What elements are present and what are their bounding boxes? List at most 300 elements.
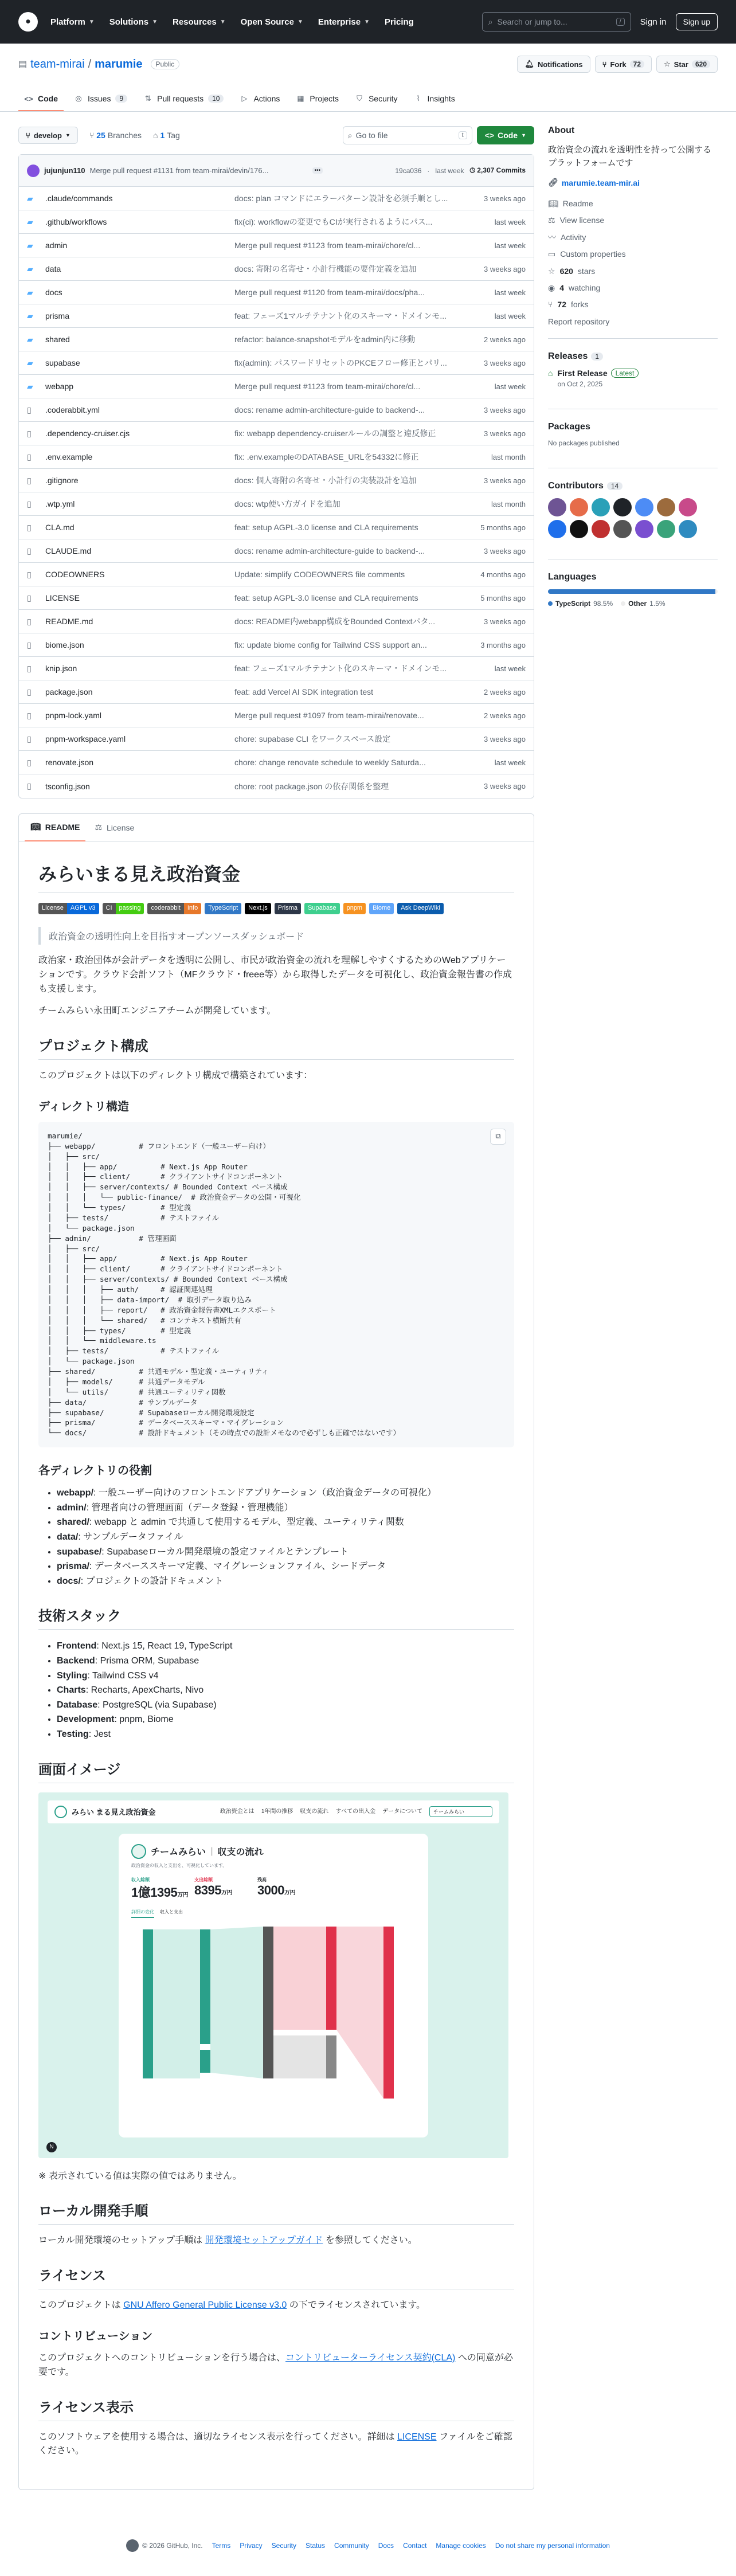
repo-content <box>18 126 534 2490</box>
contributor-avatar[interactable] <box>635 520 653 538</box>
file-commit-message[interactable]: docs: plan コマンドにエラーパターン設計を必須手順とし... <box>234 194 448 203</box>
notion-icon: N <box>46 2142 57 2152</box>
file-row[interactable] <box>19 610 534 633</box>
shot-card: チームみらい | 収支の流れ 政治資金の収入と支出を、可視化しています。 収入総額 1億1395万円 支出総額 8395万円 残高 3000万円 詳細の変化 収入と支出 <box>119 1834 428 2137</box>
file-commit-message[interactable]: chore: supabase CLI をワークスペース設定 <box>234 734 391 743</box>
tag-icon: ⌂ <box>548 369 553 378</box>
file-commit-message[interactable]: chore: root package.json の依存関係を整理 <box>234 781 389 791</box>
tags-link[interactable]: ⌂ 1 Tag <box>153 131 180 140</box>
contributor-avatar[interactable] <box>657 520 675 538</box>
file-row[interactable] <box>19 539 534 563</box>
file-name-link[interactable]: .gitignore <box>45 476 79 485</box>
file-name-link[interactable]: CODEOWNERS <box>45 570 105 579</box>
file-row[interactable] <box>19 727 534 751</box>
law-icon: ⚖ <box>95 823 103 832</box>
footer-link[interactable]: Docs <box>378 2542 394 2550</box>
about-title: About <box>548 126 575 135</box>
avatar[interactable] <box>27 165 40 177</box>
list-item: • Frontend: Next.js 15, React 19, TypeScript <box>57 1639 514 1654</box>
file-row[interactable] <box>19 398 534 422</box>
file-commit-time: 2 weeks ago <box>484 335 526 344</box>
footer-link[interactable]: Community <box>334 2542 369 2550</box>
file-icon: ▯ <box>27 569 32 579</box>
file-icon: ▯ <box>27 499 32 508</box>
commit-message[interactable]: Merge pull request #1131 from team-mirai/devin/176... <box>89 166 269 175</box>
activity-link[interactable]: 〰 Activity <box>548 229 718 246</box>
commit-time: last week <box>435 166 464 175</box>
screenshot-image[interactable] <box>38 1792 508 2158</box>
list-item: • docs/: プロジェクトの設計ドキュメント <box>57 1574 514 1589</box>
list-item: • supabase/: Supabaseローカル開発環境の設定ファイルとテンプレート <box>57 1545 514 1560</box>
file-row[interactable] <box>19 633 534 657</box>
sankey-flow <box>210 1927 263 2078</box>
repo-title: ▤ team-mirai / marumie Public <box>18 58 179 71</box>
code-icon: <> <box>484 131 495 140</box>
file-name-link[interactable]: .github/workflows <box>45 217 107 226</box>
footer-link[interactable]: Manage cookies <box>436 2542 486 2550</box>
stars-link[interactable]: ☆ 620 stars <box>548 263 718 280</box>
file-row[interactable] <box>19 492 534 516</box>
file-name-link[interactable]: .coderabbit.yml <box>45 405 100 414</box>
file-name-link[interactable]: CLAUDE.md <box>45 546 92 555</box>
copy-icon[interactable]: ⧉ <box>490 1129 506 1145</box>
file-row[interactable] <box>19 210 534 234</box>
chevron-down-icon: ▼ <box>297 18 303 25</box>
file-commit-time: 3 weeks ago <box>484 194 526 203</box>
repo-tabs <box>18 84 718 111</box>
readme-link[interactable]: 📖︎ Readme <box>548 195 718 212</box>
file-row[interactable] <box>19 328 534 351</box>
readme-badge[interactable]: coderabbit Info <box>147 903 201 914</box>
nav-resources[interactable]: Resources ▼ <box>172 17 226 27</box>
release-item[interactable]: ⌂ First Release Latest on Oct 2, 2025 <box>548 369 718 388</box>
file-row[interactable] <box>19 657 534 680</box>
shot-header: みらい まる見え政治資金 政治資金とは 1年間の推移 収支の流れ すべての出入金 データについて チームみらい <box>48 1800 499 1823</box>
heading-roles: 各ディレクトリの役割 <box>38 1465 152 1478</box>
heading-screen: 画面イメージ <box>38 1758 514 1783</box>
star-button[interactable]: ☆ Star 620 <box>656 56 718 73</box>
file-icon: ▯ <box>27 452 32 461</box>
book-icon: 📖︎ <box>30 822 41 831</box>
file-icon: ▯ <box>27 687 32 696</box>
file-icon: ▯ <box>27 757 32 767</box>
file-name-link[interactable]: package.json <box>45 687 93 696</box>
file-commit-time: last week <box>494 382 526 391</box>
file-commit-message[interactable]: Merge pull request #1120 from team-mirai/docs/pha... <box>234 288 425 297</box>
file-name-link[interactable]: LICENSE <box>45 593 80 602</box>
file-icon: ▯ <box>27 640 32 649</box>
star-icon: ☆ <box>548 266 555 276</box>
file-name-link[interactable]: webapp <box>45 382 74 391</box>
file-row[interactable] <box>19 563 534 586</box>
file-name-link[interactable]: .env.example <box>45 452 93 461</box>
screen-note: ※ 表示されている値は実際の値ではありません。 <box>38 2171 242 2181</box>
sign-up-button[interactable]: Sign up <box>676 13 718 30</box>
pull-request-icon: ⇅ <box>144 94 151 103</box>
file-commit-time: 2 weeks ago <box>484 711 526 720</box>
file-row[interactable] <box>19 187 534 210</box>
code-dropdown-button[interactable]: <> Code ▼ <box>477 126 534 144</box>
language-item[interactable]: TypeScript 98.5% <box>548 600 613 608</box>
file-commit-message[interactable]: docs: rename admin-architecture-guide to backend-... <box>234 546 425 555</box>
file-commit-time: 3 weeks ago <box>484 405 526 414</box>
file-commit-message[interactable]: fix(admin): パスワードリセットのPKCEフロー修正とパリ... <box>234 358 447 367</box>
file-name-link[interactable]: admin <box>45 241 68 250</box>
file-commit-time: 3 weeks ago <box>484 476 526 485</box>
file-commit-message[interactable]: feat: フェーズ1マルチテナント化のスキーマ・ドメインモ... <box>234 311 447 320</box>
readme-badge[interactable]: Next.js <box>245 903 271 914</box>
list-item: • Styling: Tailwind CSS v4 <box>57 1669 514 1684</box>
list-item: • Charts: Recharts, ApexCharts, Nivo <box>57 1683 514 1698</box>
file-commit-message[interactable]: docs: 個人寄附の名寄せ・小計行の実装設計を追加 <box>234 476 417 485</box>
language-bar <box>548 589 718 594</box>
nav-open-source[interactable]: Open Source ▼ <box>240 17 303 27</box>
chevron-down-icon: ▼ <box>65 132 71 138</box>
file-commit-message[interactable]: feat: setup AGPL-3.0 license and CLA requirements <box>234 593 418 602</box>
contributor-avatar[interactable] <box>548 520 566 538</box>
list-item: • shared/: webapp と admin で共通して使用するモデル、型定義、ユーティリティ関数 <box>57 1515 514 1530</box>
file-row[interactable] <box>19 774 534 798</box>
nav-solutions[interactable]: Solutions ▼ <box>109 17 158 27</box>
file-name-link[interactable]: .wtp.yml <box>45 499 75 508</box>
file-commit-time: 3 weeks ago <box>484 782 526 790</box>
repo-icon: ▤ <box>18 60 28 69</box>
commits-link[interactable]: 🕓︎ 2,307 Commits <box>469 166 526 174</box>
roles-list <box>38 1486 514 1588</box>
badge-list <box>38 903 491 914</box>
tab-projects[interactable]: ▦ Projects <box>297 94 339 103</box>
file-name-link[interactable]: biome.json <box>45 640 84 649</box>
file-commit-time: 5 months ago <box>480 593 526 602</box>
sign-in-link[interactable]: Sign in <box>640 17 667 27</box>
file-row[interactable] <box>19 422 534 445</box>
file-commit-message[interactable]: Merge pull request #1123 from team-mirai/chore/cl... <box>234 241 421 250</box>
list-item: • Database: PostgreSQL (via Supabase) <box>57 1698 514 1713</box>
file-commit-message[interactable]: Update: simplify CODEOWNERS file comments <box>234 570 405 579</box>
file-name-link[interactable]: shared <box>45 335 70 344</box>
folder-icon: ▰ <box>27 381 33 391</box>
sankey-graphic <box>131 1924 416 2113</box>
file-commit-message[interactable]: docs: rename admin-architecture-guide to backend-... <box>234 405 425 414</box>
list-item: • webapp/: 一般ユーザー向けのフロントエンドアプリケーション（政治資金データの可視化） <box>57 1486 514 1501</box>
list-item: • admin/: 管理者向けの管理画面（データ登録・管理機能） <box>57 1501 514 1516</box>
commit-author[interactable]: jujunjun110 <box>44 166 85 175</box>
go-to-file-input[interactable]: ⌕ Go to file t <box>343 126 472 144</box>
cla-link[interactable]: コントリビューターライセンス契約(CLA) <box>285 2352 456 2363</box>
file-icon: ▯ <box>27 710 32 720</box>
file-commit-time: last week <box>494 217 526 226</box>
footer-link[interactable]: Do not share my personal information <box>495 2542 610 2550</box>
file-commit-message[interactable]: fix(ci): workflowの変更でもCIが実行されるようにパス... <box>234 217 433 226</box>
file-nav-bar <box>18 126 534 145</box>
contributor-avatar[interactable] <box>679 520 697 538</box>
file-row[interactable] <box>19 469 534 492</box>
repo-owner-link[interactable]: team-mirai <box>30 57 85 71</box>
list-item: • prisma/: データベーススキーマ定義、マイグレーションファイル、シードデータ <box>57 1559 514 1574</box>
file-commit-message[interactable]: Merge pull request #1123 from team-mirai/chore/cl... <box>234 382 421 391</box>
sankey-node <box>383 1927 394 2099</box>
file-name-link[interactable]: .claude/commands <box>45 194 113 203</box>
chevron-down-icon: ▼ <box>364 18 370 25</box>
file-name-link[interactable]: tsconfig.json <box>45 781 90 791</box>
page-footer: © 2026 GitHub, Inc. Terms Privacy Security Status Community Docs Contact Manage cookies Do not share my personal information <box>0 2515 736 2576</box>
list-item: • Testing: Jest <box>57 1727 514 1742</box>
readme-panel: 📖︎ README ⚖ License みらいまる見え政治資金 License AGPL v3 CI passing coderabbit Info TypeScript Next.js Prisma Supabase pnpm Biome Ask DeepWiki 政治資金の透明性向上を目指すオープンソースダッシュボード 政治家・政治団体が会計データを透明に公開し、市民が政治資金の流れを理解しやすくするためのWebアプリケーションです。クラウド会計ソフト（MFクラウド・freee等）から取得したデータを可視化し、政治資金報告書の作成も支援します。 チームみらい永田町エンジニアチームが開発しています。 プロジェクト構成 このプロジェクトは以下のディレクトリ構成で構築されています： ディレクトリ構造 ⧉ marumie/ ├── webapp/ # フロントエンド（一般ユーザー向け） │ ├── src/ │ │ ├── app/ # Next.js App Router │ │ ├── client/ # クライアントサイドコンポーネント │ │ ├── server/contexts/ # Bounded Context ベース構成 │ │ │ └── public-finance/ # 政治資金データの公開・可視化 │ │ └── types/ # 型定義 │ ├── tests/ # テストファイル │ └── package.json ├── admin/ # 管理画面 │ ├── src/ │ │ ├── app/ # Next.js App Router │ │ ├── client/ # クライアントサイドコンポーネント │ │ ├── server/contexts/ # Bounded Context ベース構成 │ │ │ ├── auth/ # 認証関連処理 │ │ │ ├── data-import/ # 取引データ取り込み │ │ │ ├── report/ # 政治資金報告書XMLエクスポート │ │ │ └── shared/ # コンテキスト横断共有 │ │ ├── types/ # 型定義 │ │ └── middleware.ts │ ├── tests/ # テストファイル │ └── package.json ├── shared/ # 共通モデル・型定義・ユーティリティ │ ├── models/ # 共通データモデル │ └── utils/ # 共通ユーティリティ関数 ├── data/ # サンプルデータ ├── supabase/ # Supabaseローカル開発環境設定 ├── prisma/ # データベーススキーマ・マイグレーション └── docs/ # 設計ドキュメント（その時点での設計メモなので必ずしも正確ではないです） 各ディレクトリの役割 • webapp/: 一般ユーザー向けのフロントエンドアプリケーション（政治資金データの可視化） • admin/: 管理者向けの管理画面（データ登録・管理機能） • shared/: webapp と admin で共通して使用するモデル、型定義、ユーティリティ関数 • data/: サンプルデータファイル • supabase/: Supabaseローカル開発環境の設定ファイルとテンプレート • prisma/: データベーススキーマ定義、マイグレーションファイル、シードデータ • docs/: プロジェクトの設計ドキュメント 技術スタック • Frontend: Next.js 15, React 19, TypeScript • Backend: Prisma ORM, Supabase • Styling: Tailwind CSS v4 • Charts: Recharts, ApexCharts, Nivo • Database: PostgreSQL (via Supabase) • Development: pnpm, Biome • Testing: Jest 画面イメージ みらい まる見え政治資金 政治資金とは 1年間の推移 収支の流れ すべての出入金 データについて チームみらい チームみらい | 収支の流れ 政治資金の収入と支出を、可視化しています。 収入総額 1億1395万円 支出総額 8395万円 残高 3000万円 詳細の変化 収入と支出 N ※ 表示されている値は実際の値ではありません。 ローカル開発手順 ローカル開発環境のセットアップ手順は 開発環境セットアップガイド を参照してください。 ライセンス このプロジェクトは GNU Affero General Public License v3.0 の下でライセンスされています。 コントリビューション このプロジェクトへのコントリビューションを行う場合は、コントリビューターライセンス契約(CLA) への同意が必要です。 ライセンス表示 このソフトウェアを使用する場合は、適切なライセンス表示を行ってください。詳細は LICENSE ファイルをご確認ください。 <box>18 813 534 2490</box>
graph-icon: ⌇ <box>416 94 420 103</box>
fork-icon: ⑂ <box>602 60 607 69</box>
readme-badge[interactable]: CI passing <box>103 903 144 914</box>
file-name-link[interactable]: .dependency-cruiser.cjs <box>45 429 130 438</box>
folder-icon: ▰ <box>27 193 33 203</box>
file-commit-message[interactable]: fix: update biome config for Tailwind CSS support an... <box>234 640 427 649</box>
global-search-input[interactable]: ⌕ Search or jump to... / <box>482 12 631 32</box>
readme-badge[interactable]: License AGPL v3 <box>38 903 99 914</box>
file-commit-time: 3 weeks ago <box>484 617 526 626</box>
readme-title: みらいまる見え政治資金 <box>38 860 514 892</box>
note-icon: ▭ <box>548 249 556 259</box>
file-commit-time: last month <box>491 499 526 508</box>
tab-code[interactable]: <> Code <box>18 94 64 111</box>
file-commit-message[interactable]: fix: webapp dependency-cruiserルールの調整と違反修正 <box>234 429 436 438</box>
file-commit-message[interactable]: chore: change renovate schedule to weekly Saturda... <box>234 758 426 767</box>
file-commit-time: 3 months ago <box>480 640 526 649</box>
goto-shortcut-key: t <box>459 131 467 139</box>
releases-title[interactable]: Releases <box>548 351 588 362</box>
fork-icon: ⑂ <box>548 300 553 310</box>
file-row[interactable] <box>19 680 534 704</box>
file-commit-time: last week <box>494 241 526 250</box>
file-row[interactable] <box>19 257 534 281</box>
website-link[interactable]: 🔗︎ marumie.team-mir.ai <box>548 178 640 187</box>
contributor-avatars <box>548 498 718 538</box>
tab-license[interactable]: ⚖ License <box>95 823 135 832</box>
tab-pull-requests[interactable]: ⇅ Pull requests 10 <box>138 94 229 111</box>
folder-icon: ▰ <box>27 287 33 297</box>
footer-link[interactable]: Security <box>271 2542 296 2550</box>
file-name-link[interactable]: docs <box>45 288 62 297</box>
watching-link[interactable]: ◉ 4 watching <box>548 280 718 296</box>
footer-link[interactable]: Privacy <box>240 2542 263 2550</box>
file-name-link[interactable]: pnpm-lock.yaml <box>45 711 102 720</box>
heading-local: ローカル開発手順 <box>38 2199 514 2225</box>
heading-stack: 技術スタック <box>38 1604 514 1630</box>
releases-section: Releases 1 ⌂ First Release Latest on Oct 2, 2025 <box>548 338 718 401</box>
bell-icon: 🔔︎ <box>524 60 534 68</box>
setup-guide-link[interactable]: 開発環境セットアップガイド <box>205 2236 323 2246</box>
sankey-node <box>263 1927 273 2078</box>
language-bar-segment <box>715 589 718 594</box>
forks-link[interactable]: ⑂ 72 forks <box>548 296 718 313</box>
eye-icon: ◉ <box>548 283 555 292</box>
readme-badge[interactable]: Prisma <box>275 903 301 914</box>
readme-badge[interactable]: pnpm <box>343 903 366 914</box>
file-icon: ▯ <box>27 546 32 555</box>
file-commit-message[interactable]: docs: 寄附の名寄せ・小計行機能の要件定義を追加 <box>234 264 417 273</box>
ellipsis-icon[interactable]: ••• <box>312 167 323 174</box>
file-name-link[interactable]: prisma <box>45 311 70 320</box>
file-commit-time: 4 months ago <box>480 570 526 579</box>
file-commit-message[interactable]: feat: フェーズ1マルチテナント化のスキーマ・ドメインモ... <box>234 664 447 673</box>
file-commit-message[interactable]: feat: add Vercel AI SDK integration test <box>234 687 374 696</box>
file-commit-message[interactable]: feat: setup AGPL-3.0 license and CLA requirements <box>234 523 418 532</box>
tree-text: marumie/ ├── webapp/ # フロントエンド（一般ユーザー向け） │ ├── src/ │ │ ├── app/ # Next.js App Router │ │ ├── client/ # クライアントサイドコンポーネント │ │ ├── server/contexts/ # Bounded Context ベース構成 │ │ │ └── public-finance/ # 政治資金データの公開・可視化 │ │ └── types/ # 型定義 │ ├── tests/ # テストファイル │ └── package.json ├── admin/ # 管理画面 │ ├── src/ │ │ ├── app/ # Next.js App Router │ │ ├── client/ # クライアントサイドコンポーネント │ │ ├── server/contexts/ # Bounded Context ベース構成 │ │ │ ├── auth/ # 認証関連処理 │ │ │ ├── data-import/ # 取引データ取り込み │ │ │ ├── report/ # 政治資金報告書XMLエクスポート │ │ │ └── shared/ # コンテキスト横断共有 │ │ ├── types/ # 型定義 │ │ └── middleware.ts │ ├── tests/ # テストファイル │ └── package.json ├── shared/ # 共通モデル・型定義・ユーティリティ │ ├── models/ # 共通データモデル │ └── utils/ # 共通ユーティリティ関数 ├── data/ # サンプルデータ ├── supabase/ # Supabaseローカル開発環境設定 ├── prisma/ # データベーススキーマ・マイグレーション └── docs/ # 設計ドキュメント（その時点での設計メモなので必ずしも正確ではないです） <box>48 1131 401 1438</box>
custom-properties-link[interactable]: ▭ Custom properties <box>548 246 718 263</box>
file-commit-message[interactable]: refactor: balance-snapshotモデルをadmin内に移動 <box>234 335 416 344</box>
file-row[interactable] <box>19 586 534 610</box>
contributor-avatar[interactable] <box>592 498 610 516</box>
about-section <box>548 126 718 330</box>
file-commit-time: 3 weeks ago <box>484 429 526 438</box>
party-logo-icon <box>54 1806 67 1818</box>
file-name-link[interactable]: data <box>45 264 61 273</box>
search-shortcut-key: / <box>616 18 625 26</box>
file-commit-time: last week <box>494 288 526 297</box>
tag-icon: ⌂ <box>153 131 158 140</box>
readme-badge[interactable]: TypeScript <box>205 903 241 914</box>
readme-quote: 政治資金の透明性向上を目指すオープンソースダッシュボード <box>38 927 514 945</box>
file-commit-message[interactable]: fix: .env.exampleのDATABASE_URLを54332に修正 <box>234 452 419 461</box>
tab-readme[interactable]: 📖︎ README <box>25 814 85 841</box>
languages-section <box>548 559 718 620</box>
folder-icon: ▰ <box>27 217 33 226</box>
sankey-flow <box>153 1929 200 2078</box>
sankey-flow <box>273 2035 326 2078</box>
contributor-avatar[interactable] <box>679 498 697 516</box>
file-name-link[interactable]: supabase <box>45 358 80 367</box>
file-commit-time: 5 months ago <box>480 523 526 532</box>
file-commit-message[interactable]: docs: wtp使い方ガイドを追加 <box>234 499 340 508</box>
notifications-button[interactable]: 🔔︎ Notifications <box>517 56 590 73</box>
github-logo-icon <box>126 2539 139 2552</box>
file-icon: ▯ <box>27 405 32 414</box>
file-icon: ▯ <box>27 475 32 485</box>
language-bar-segment <box>548 589 715 594</box>
stack-list <box>38 1639 514 1741</box>
license-file-link[interactable]: LICENSE <box>397 2432 437 2442</box>
contributor-avatar[interactable] <box>657 498 675 516</box>
heading-structure: プロジェクト構成 <box>38 1035 514 1060</box>
file-row[interactable] <box>19 304 534 328</box>
file-icon: ▯ <box>27 663 32 673</box>
latest-commit-row: jujunjun110 Merge pull request #1131 from team-mirai/devin/176... ••• 19ca036 · last week 🕓︎ 2,307 Commits <box>19 155 534 187</box>
nav-pricing[interactable]: Pricing <box>384 17 414 27</box>
chevron-down-icon: ▼ <box>220 18 226 25</box>
file-row[interactable] <box>19 281 534 304</box>
file-commit-time: 3 weeks ago <box>484 546 526 555</box>
file-name-link[interactable]: pnpm-workspace.yaml <box>45 734 126 743</box>
list-item: • data/: サンプルデータファイル <box>57 1530 514 1545</box>
view-license-link[interactable]: ⚖ View license <box>548 212 718 229</box>
branch-select[interactable]: ⑂ develop ▼ <box>18 127 78 144</box>
tab-actions[interactable]: ▷ Actions <box>234 94 285 111</box>
contributor-avatar[interactable] <box>613 498 632 516</box>
file-commit-message[interactable]: Merge pull request #1097 from team-mirai/renovate... <box>234 711 424 720</box>
pulse-icon: 〰 <box>548 232 556 242</box>
contributors-title[interactable]: Contributors <box>548 481 604 491</box>
structure-text: このプロジェクトは以下のディレクトリ構成で構築されています： <box>38 1071 313 1081</box>
file-row[interactable] <box>19 704 534 727</box>
language-item[interactable]: Other 1.5% <box>621 600 665 608</box>
file-commit-message[interactable]: docs: README内webapp構成をBounded Contextパタ... <box>234 617 436 626</box>
file-commit-time: 3 weeks ago <box>484 358 526 367</box>
file-row[interactable] <box>19 375 534 398</box>
readme-team: チームみらい永田町エンジニアチームが開発しています。 <box>38 1006 276 1016</box>
party-avatar <box>131 1844 146 1859</box>
tab-security[interactable]: ⛉ Security <box>349 94 404 111</box>
contributor-avatar[interactable] <box>635 498 653 516</box>
branches-link[interactable]: ⑂ 25 Branches <box>89 131 142 140</box>
contributor-avatar[interactable] <box>548 498 566 516</box>
chevron-down-icon: ▼ <box>152 18 158 25</box>
chevron-down-icon: ▼ <box>88 18 95 25</box>
nav-enterprise[interactable]: Enterprise ▼ <box>318 17 370 27</box>
contributor-avatar[interactable] <box>570 520 588 538</box>
list-item: • Backend: Prisma ORM, Supabase <box>57 1654 514 1669</box>
fork-button[interactable]: ⑂ Fork 72 <box>595 56 652 73</box>
file-name-link[interactable]: knip.json <box>45 664 77 673</box>
tab-insights[interactable]: ⌇ Insights <box>408 94 461 111</box>
branch-icon: ⑂ <box>26 131 30 140</box>
readme-badge[interactable]: Supabase <box>304 903 340 914</box>
list-item: • Development: pnpm, Biome <box>57 1712 514 1727</box>
tab-issues[interactable]: ◎ Issues 9 <box>68 94 133 111</box>
chevron-down-icon: ▼ <box>521 132 526 138</box>
footer-link[interactable]: Contact <box>403 2542 427 2550</box>
commit-hash[interactable]: 19ca036 <box>395 166 422 175</box>
contributor-avatar[interactable] <box>613 520 632 538</box>
file-commit-time: last week <box>494 311 526 320</box>
footer-link[interactable]: Status <box>306 2542 326 2550</box>
file-row[interactable] <box>19 516 534 539</box>
issue-icon: ◎ <box>75 94 82 103</box>
file-row[interactable] <box>19 445 534 469</box>
file-name-link[interactable]: README.md <box>45 617 93 626</box>
file-commit-time: 2 weeks ago <box>484 687 526 696</box>
readme-badge[interactable]: Biome <box>369 903 394 914</box>
search-icon: ⌕ <box>488 17 493 26</box>
visibility-badge: Public <box>151 59 180 69</box>
file-name-link[interactable]: renovate.json <box>45 758 94 767</box>
file-row[interactable] <box>19 351 534 375</box>
global-nav <box>50 17 414 27</box>
book-icon: 📖︎ <box>548 199 558 208</box>
packages-title[interactable]: Packages <box>548 422 590 432</box>
readme-badge[interactable]: Ask DeepWiki <box>397 903 443 914</box>
code-icon: <> <box>24 94 33 103</box>
report-repository-link[interactable]: Report repository <box>548 316 610 326</box>
footer-link[interactable]: Terms <box>212 2542 231 2550</box>
file-row[interactable] <box>19 751 534 774</box>
table-icon: ▦ <box>297 94 304 103</box>
nav-platform[interactable]: Platform ▼ <box>50 17 95 27</box>
github-logo-icon[interactable]: ● <box>18 12 38 32</box>
file-name-link[interactable]: CLA.md <box>45 523 75 532</box>
history-icon: 🕓︎ <box>469 166 475 174</box>
sankey-flow <box>336 1927 383 2099</box>
shield-icon: ⛉ <box>357 94 362 103</box>
readme-intro: 政治家・政治団体が会計データを透明に公開し、市民が政治資金の流れを理解しやすくするためのWebアプリケーションです。クラウド会計ソフト（MFクラウド・freee等）から取得したデータを可視化し、政治資金報告書の作成も支援します。 <box>38 956 512 994</box>
folder-icon: ▰ <box>27 240 33 250</box>
file-commit-time: last week <box>494 664 526 673</box>
file-commit-time: last month <box>491 452 526 461</box>
agpl-link[interactable]: GNU Affero General Public License v3.0 <box>123 2300 287 2311</box>
file-row[interactable] <box>19 234 534 257</box>
folder-icon: ▰ <box>27 311 33 320</box>
contributor-avatar[interactable] <box>592 520 610 538</box>
repo-name-link[interactable]: marumie <box>95 57 143 71</box>
branch-icon: ⑂ <box>89 131 95 140</box>
contributor-avatar[interactable] <box>570 498 588 516</box>
